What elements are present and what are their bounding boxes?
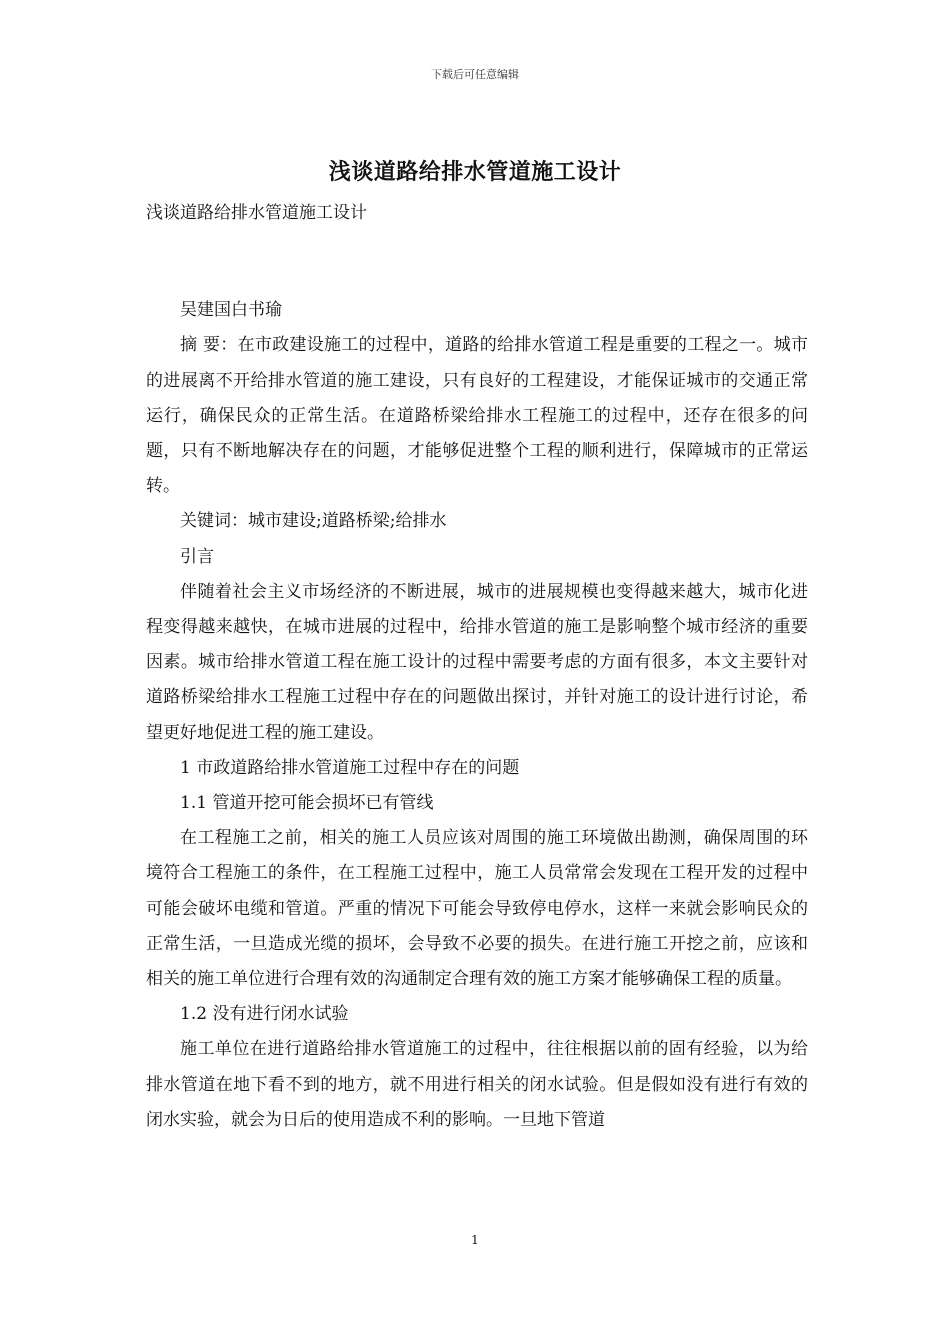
intro-paragraph: 伴随着社会主义市场经济的不断进展，城市的进展规模也变得越来越大，城市化进程变得越来越快，在城市进展的过程中，给排水管道的施工是影响整个城市经济的重要因素。城市给排水管道工程在施工设计的过程中需要考虑的方面有很多，本文主要针对道路桥梁给排水工程施工过程中存在的问题做出探讨，并针对施工的设计进行讨论，希望更好地促进工程的施工建设。 <box>146 581 808 743</box>
section-1-1-heading: 1.1 管道开挖可能会损坏已有管线 <box>180 793 434 814</box>
section-1-heading: 1 市政道路给排水管道施工过程中存在的问题 <box>180 757 520 778</box>
page-number: 1 <box>471 1233 479 1247</box>
document-body <box>146 196 808 1138</box>
keywords-line: 关键词：城市建设;道路桥梁;给排水 <box>180 511 447 532</box>
section-1-1-paragraph: 在工程施工之前，相关的施工人员应该对周围的施工环境做出勘测，确保周围的环境符合工程施工的条件，在工程施工过程中，施工人员常常会发现在工程开发的过程中可能会破坏电缆和管道。严重的情况下可能会导致停电停水，这样一来就会影响民众的正常生活，一旦造成光缆的损坏，会导致不必要的损失。在进行施工开挖之前，应该和相关的施工单位进行合理有效的沟通制定合理有效的施工方案才能够确保工程的质量。 <box>146 828 808 990</box>
blank-spacer <box>146 231 808 293</box>
abstract-paragraph: 摘 要：在市政建设施工的过程中，道路的给排水管道工程是重要的工程之一。城市的进展离不开给排水管道的施工建设，只有良好的工程建设，才能保证城市的交通正常运行，确保民众的正常生活。在道路桥梁给排水工程施工的过程中，还存在很多的问题，只有不断地解决存在的问题，才能够促进整个工程的顺利进行，保障城市的正常运转。 <box>146 335 808 497</box>
authors-line: 吴建国白书瑜 <box>180 300 282 321</box>
document-title: 浅谈道路给排水管道施工设计 <box>328 159 622 185</box>
intro-heading: 引言 <box>180 546 214 567</box>
section-1-2-paragraph: 施工单位在进行道路给排水管道施工的过程中，往往根据以前的固有经验，以为给排水管道在地下看不到的地方，就不用进行相关的闭水试验。但是假如没有进行有效的闭水实验，就会为日后的使用造成不利的影响。一旦地下管道 <box>146 1039 808 1130</box>
section-1-2-heading: 1.2 没有进行闭水试验 <box>180 1004 349 1025</box>
header-note: 下载后可任意编辑 <box>431 68 519 81</box>
document-subtitle: 浅谈道路给排水管道施工设计 <box>146 203 367 223</box>
